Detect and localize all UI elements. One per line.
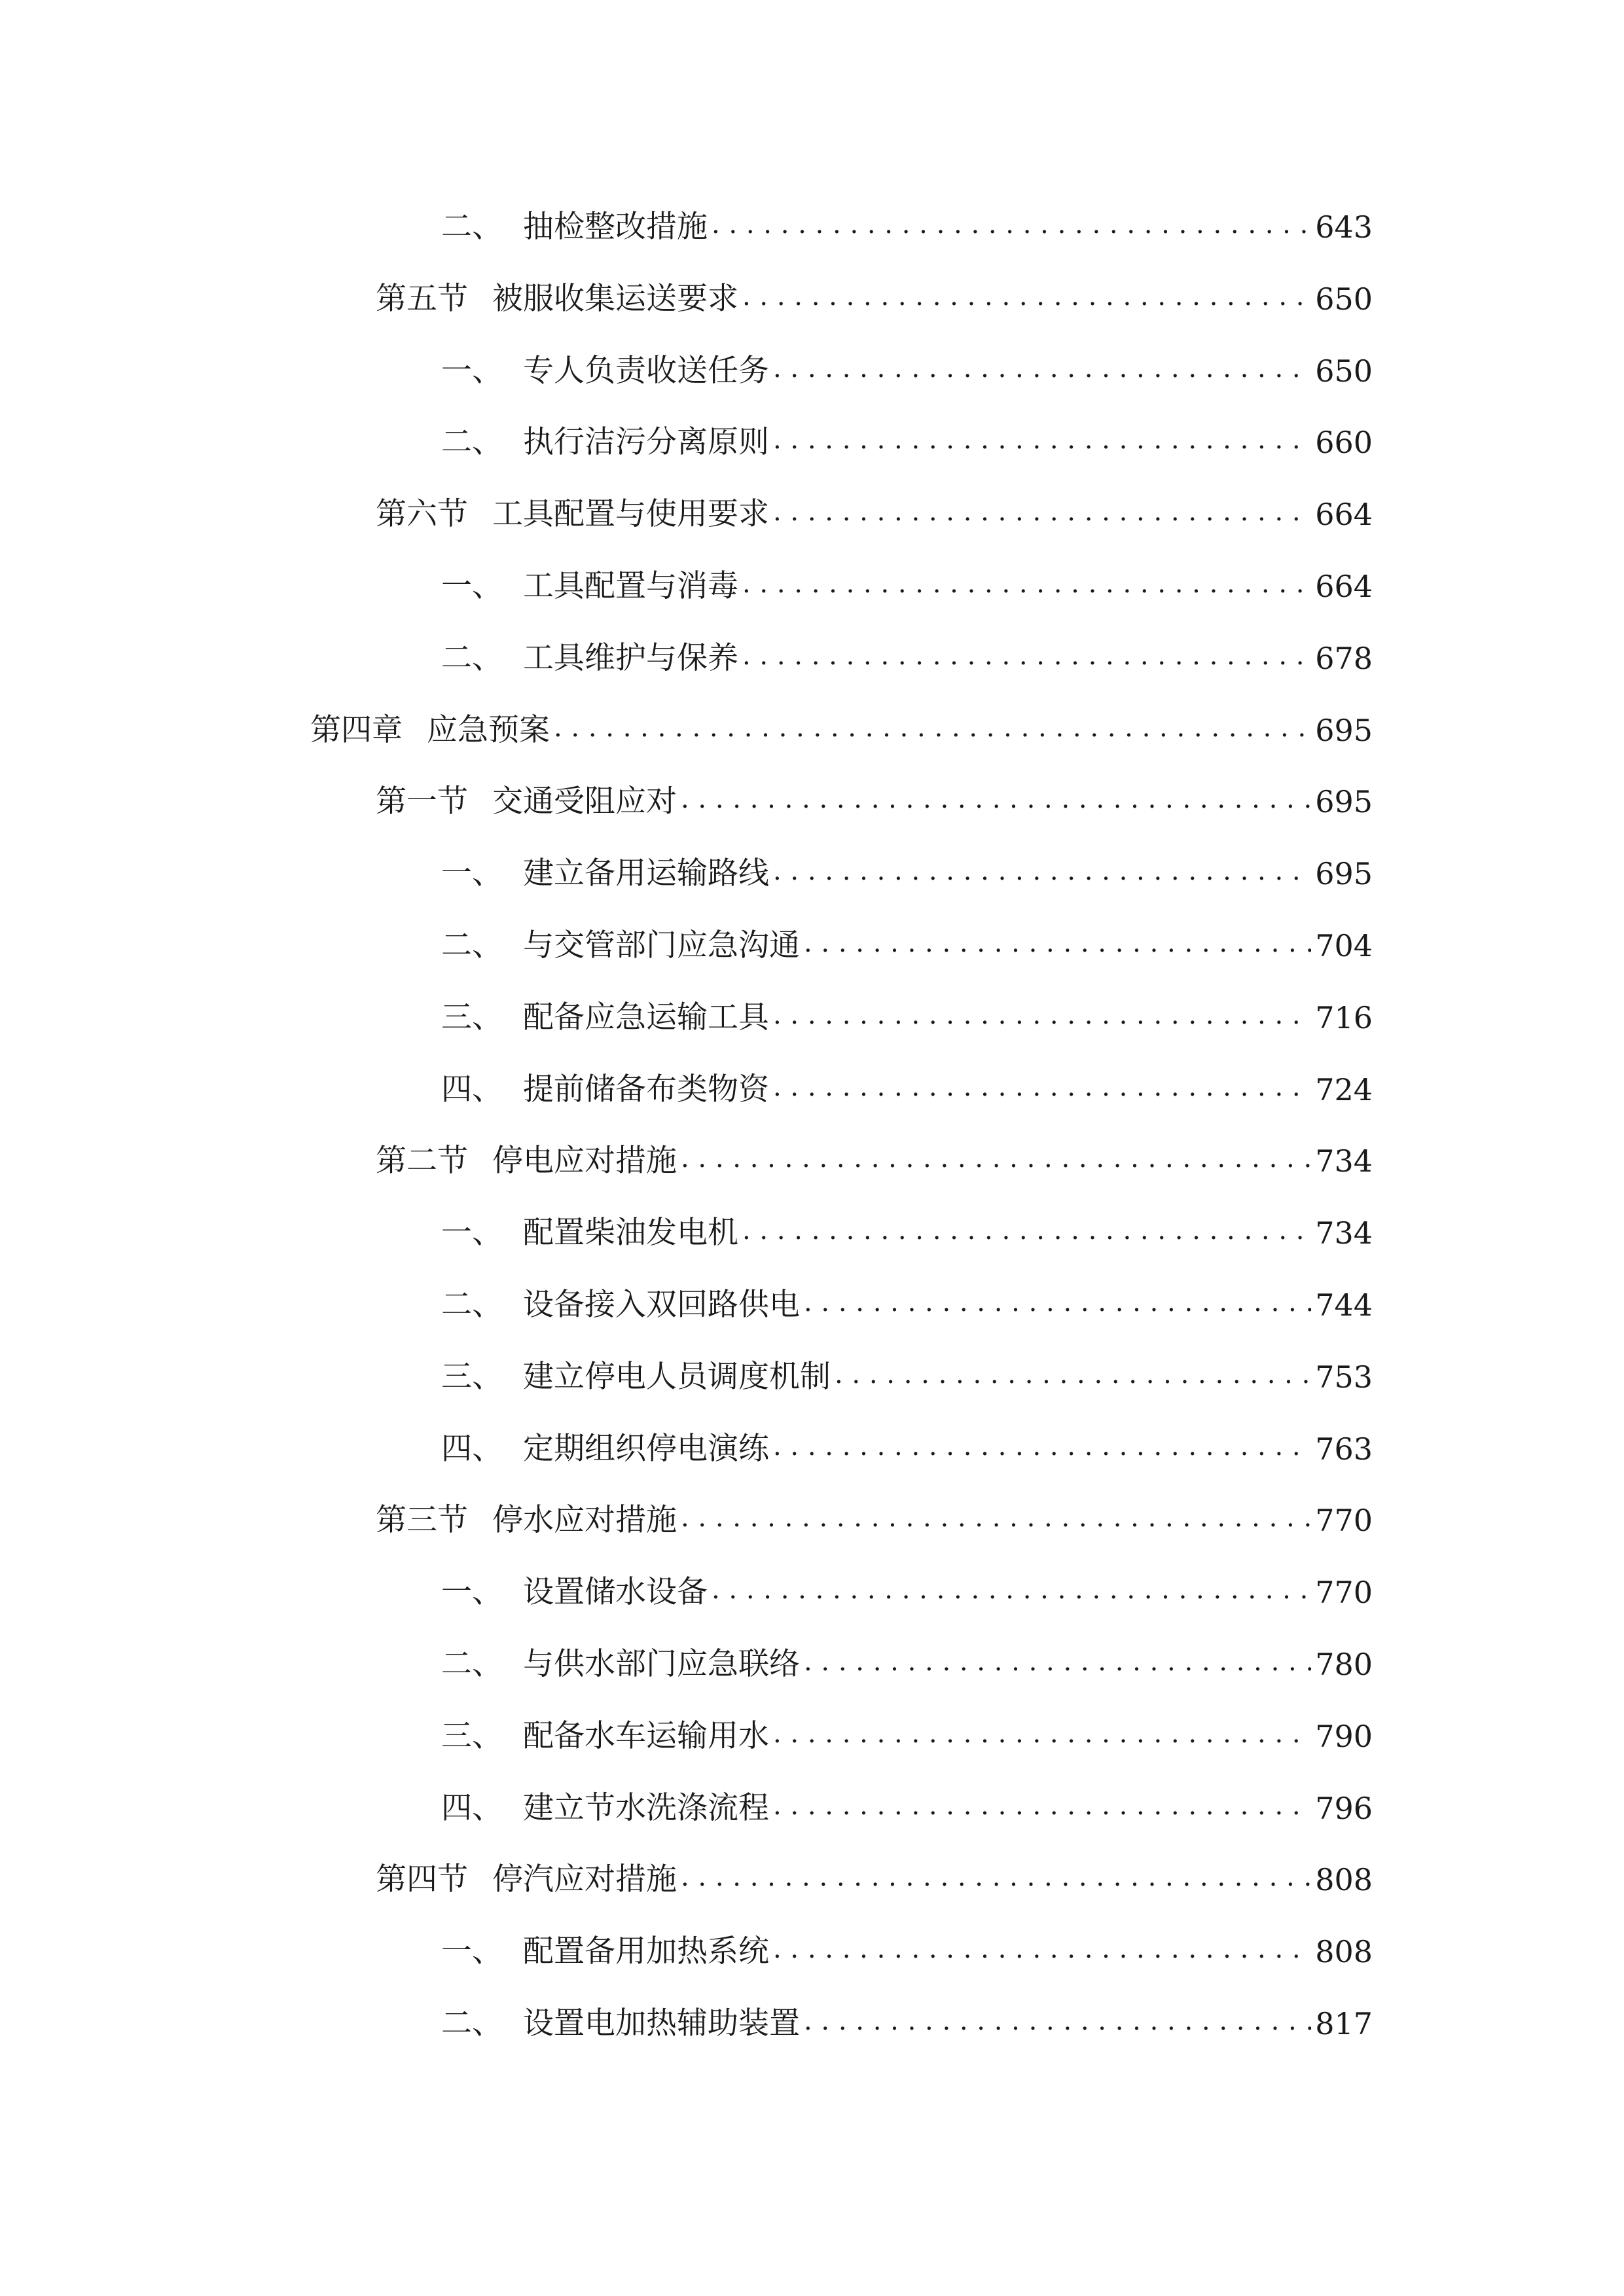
toc-entry-number: 二、 — [441, 2005, 503, 2041]
toc-entry-title: 建立节水洗涤流程 — [523, 1790, 769, 1826]
toc-entry-page-number: 763 — [1315, 1431, 1373, 1467]
toc-entry-page-number: 724 — [1315, 1072, 1373, 1107]
toc-entry[interactable] — [441, 1207, 1373, 1259]
toc-entry-title: 建立停电人员调度机制 — [523, 1359, 831, 1395]
toc-entry[interactable] — [441, 920, 1373, 972]
toc-entry-title: 被服收集运送要求 — [492, 281, 738, 317]
toc-entry-label — [441, 416, 769, 469]
toc-entry[interactable] — [441, 1998, 1373, 2050]
toc-entry-title: 配置备用加热系统 — [523, 1933, 769, 1969]
dot-leader — [742, 1204, 1311, 1257]
toc-entry-title: 停汽应对措施 — [492, 1861, 677, 1897]
toc-entry-page-number: 704 — [1315, 928, 1373, 963]
dot-leader — [742, 558, 1311, 610]
dot-leader — [773, 1061, 1311, 1113]
toc-entry-page-number: 716 — [1315, 1000, 1373, 1035]
toc-entry-label — [441, 848, 769, 900]
toc-entry-page-number: 796 — [1315, 1791, 1373, 1826]
toc-entry-title: 交通受阻应对 — [492, 783, 677, 819]
toc-entry-number: 三、 — [441, 999, 503, 1035]
toc-entry[interactable] — [441, 560, 1373, 613]
toc-entry-title: 抽检整改措施 — [523, 209, 708, 245]
toc-entry-page-number: 650 — [1315, 353, 1373, 389]
dot-leader — [804, 1636, 1311, 1688]
toc-entry[interactable] — [441, 632, 1373, 685]
toc-entry[interactable] — [376, 1854, 1373, 1906]
toc-entry-label — [441, 201, 708, 253]
dot-leader — [773, 1420, 1311, 1473]
toc-entry-number: 一、 — [441, 1933, 503, 1969]
toc-entry-page-number: 678 — [1315, 641, 1373, 676]
toc-entry-label — [441, 1782, 769, 1835]
toc-entry-number: 第六节 — [376, 496, 468, 532]
toc-entry-number: 三、 — [441, 1359, 503, 1395]
toc-entry[interactable] — [441, 416, 1373, 469]
toc-entry-number: 一、 — [441, 855, 503, 891]
toc-entry-label — [310, 704, 550, 757]
toc-entry-title: 配备应急运输工具 — [523, 999, 769, 1035]
toc-entry-page-number: 643 — [1315, 209, 1373, 245]
dot-leader — [773, 1923, 1311, 1975]
dot-leader — [773, 989, 1311, 1041]
dot-leader — [804, 1995, 1311, 2047]
toc-entry-label — [441, 920, 800, 972]
toc-entry-page-number: 664 — [1315, 497, 1373, 532]
toc-entry[interactable] — [376, 776, 1373, 828]
dot-leader — [773, 845, 1311, 897]
dot-leader — [712, 198, 1311, 251]
toc-entry-label — [441, 632, 738, 685]
dot-leader — [681, 1492, 1311, 1544]
toc-entry-number: 一、 — [441, 1215, 503, 1251]
toc-entry-number: 第四章 — [310, 712, 403, 748]
toc-entry[interactable] — [376, 488, 1373, 541]
toc-entry-page-number: 744 — [1315, 1287, 1373, 1323]
toc-entry-title: 定期组织停电演练 — [523, 1431, 769, 1467]
toc-entry-label — [376, 488, 769, 541]
toc-entry[interactable] — [441, 1638, 1373, 1691]
dot-leader — [681, 773, 1311, 825]
toc-entry-page-number: 808 — [1315, 1862, 1373, 1897]
toc-entry-title: 设置储水设备 — [523, 1574, 708, 1610]
toc-entry-label — [376, 1854, 677, 1906]
toc-entry-number: 二、 — [441, 1287, 503, 1323]
toc-entry-page-number: 660 — [1315, 425, 1373, 460]
toc-entry-title: 设备接入双回路供电 — [523, 1287, 800, 1323]
toc-entry-label — [441, 1710, 769, 1763]
toc-entry-label — [441, 345, 769, 397]
toc-entry[interactable] — [376, 1494, 1373, 1547]
toc-entry-label — [441, 560, 738, 613]
toc-entry-title: 工具维护与保养 — [523, 640, 738, 676]
dot-leader — [712, 1564, 1311, 1616]
dot-leader — [804, 1276, 1311, 1329]
toc-entry-label — [376, 776, 677, 828]
toc-entry[interactable] — [441, 345, 1373, 397]
toc-entry-title: 工具配置与使用要求 — [492, 496, 769, 532]
toc-entry-label — [441, 1566, 708, 1619]
toc-entry-number: 一、 — [441, 353, 503, 389]
toc-entry[interactable] — [376, 1135, 1373, 1187]
toc-entry-label — [441, 1064, 769, 1116]
toc-entry-number: 第四节 — [376, 1861, 468, 1897]
toc-entry-page-number: 734 — [1315, 1143, 1373, 1179]
toc-entry[interactable] — [441, 201, 1373, 253]
toc-entry-number: 四、 — [441, 1790, 503, 1826]
toc-entry-title: 工具配置与消毒 — [523, 568, 738, 604]
toc-entry[interactable] — [310, 704, 1373, 757]
toc-entry-title: 专人负责收送任务 — [523, 353, 769, 389]
toc-entry-page-number: 790 — [1315, 1719, 1373, 1754]
dot-leader — [681, 1132, 1311, 1185]
toc-entry-title: 建立备用运输路线 — [523, 855, 769, 891]
toc-entry-title: 停水应对措施 — [492, 1502, 677, 1538]
toc-entry-number: 一、 — [441, 1574, 503, 1610]
toc-entry-label — [376, 1135, 677, 1187]
dot-leader — [742, 630, 1311, 682]
toc-entry-number: 二、 — [441, 640, 503, 676]
dot-leader — [742, 270, 1311, 323]
toc-entry-number: 四、 — [441, 1071, 503, 1107]
toc-entry-title: 与交管部门应急沟通 — [523, 927, 800, 963]
toc-entry[interactable] — [441, 1710, 1373, 1763]
dot-leader — [773, 486, 1311, 538]
dot-leader — [554, 702, 1311, 754]
toc-entry-number: 第一节 — [376, 783, 468, 819]
toc-entry-title: 与供水部门应急联络 — [523, 1646, 800, 1682]
toc-entry-number: 二、 — [441, 927, 503, 963]
toc-entry-title: 设置电加热辅助装置 — [523, 2005, 800, 2041]
toc-entry-label — [376, 273, 738, 325]
toc-entry-page-number: 734 — [1315, 1215, 1373, 1251]
toc-entry-title: 配置柴油发电机 — [523, 1215, 738, 1251]
toc-entry-page-number: 817 — [1315, 2006, 1373, 2041]
toc-entry-label — [441, 1207, 738, 1259]
toc-entry-number: 第三节 — [376, 1502, 468, 1538]
toc-entry-number: 四、 — [441, 1431, 503, 1467]
toc-entry-label — [441, 1998, 800, 2050]
toc-entry-label — [376, 1494, 677, 1547]
toc-entry-label — [441, 1423, 769, 1475]
dot-leader — [773, 342, 1311, 395]
toc-entry-page-number: 695 — [1315, 713, 1373, 748]
toc-entry[interactable] — [376, 273, 1373, 325]
toc-entry-page-number: 770 — [1315, 1503, 1373, 1538]
toc-entry[interactable] — [441, 1064, 1373, 1116]
toc-entry-label — [441, 1351, 831, 1403]
toc-entry-number: 三、 — [441, 1718, 503, 1754]
toc-entry-page-number: 650 — [1315, 281, 1373, 317]
toc-entry[interactable] — [441, 992, 1373, 1044]
toc-entry-title: 配备水车运输用水 — [523, 1718, 769, 1754]
toc-entry-page-number: 664 — [1315, 569, 1373, 604]
toc-entry-label — [441, 992, 769, 1044]
toc-entry-number: 二、 — [441, 209, 503, 245]
dot-leader — [804, 917, 1311, 969]
toc-entry-page-number: 753 — [1315, 1359, 1373, 1395]
toc-entry-page-number: 695 — [1315, 784, 1373, 819]
dot-leader — [681, 1851, 1311, 1903]
dot-leader — [835, 1348, 1311, 1401]
toc-entry-label — [441, 1638, 800, 1691]
toc-entry-title: 应急预案 — [427, 712, 550, 748]
toc-entry-label — [441, 1279, 800, 1331]
dot-leader — [773, 414, 1311, 466]
toc-entry-title: 执行洁污分离原则 — [523, 424, 769, 460]
toc-entry-number: 二、 — [441, 424, 503, 460]
toc-entry-number: 第五节 — [376, 281, 468, 317]
toc-entry[interactable] — [441, 1566, 1373, 1619]
toc-entry[interactable] — [441, 1926, 1373, 1978]
toc-entry-number: 第二节 — [376, 1143, 468, 1179]
toc-entry-page-number: 695 — [1315, 856, 1373, 891]
dot-leader — [773, 1708, 1311, 1760]
toc-entry[interactable] — [441, 848, 1373, 900]
toc-entry-number: 二、 — [441, 1646, 503, 1682]
toc-entry-title: 停电应对措施 — [492, 1143, 677, 1179]
toc-entry-page-number: 770 — [1315, 1575, 1373, 1610]
toc-entry-number: 一、 — [441, 568, 503, 604]
toc-entry[interactable] — [441, 1279, 1373, 1331]
dot-leader — [773, 1780, 1311, 1832]
toc-entry-page-number: 780 — [1315, 1647, 1373, 1682]
toc-entry[interactable] — [441, 1423, 1373, 1475]
toc-entry-page-number: 808 — [1315, 1934, 1373, 1969]
toc-entry[interactable] — [441, 1782, 1373, 1835]
toc-entry[interactable] — [441, 1351, 1373, 1403]
toc-entry-label — [441, 1926, 769, 1978]
toc-entry-title: 提前储备布类物资 — [523, 1071, 769, 1107]
